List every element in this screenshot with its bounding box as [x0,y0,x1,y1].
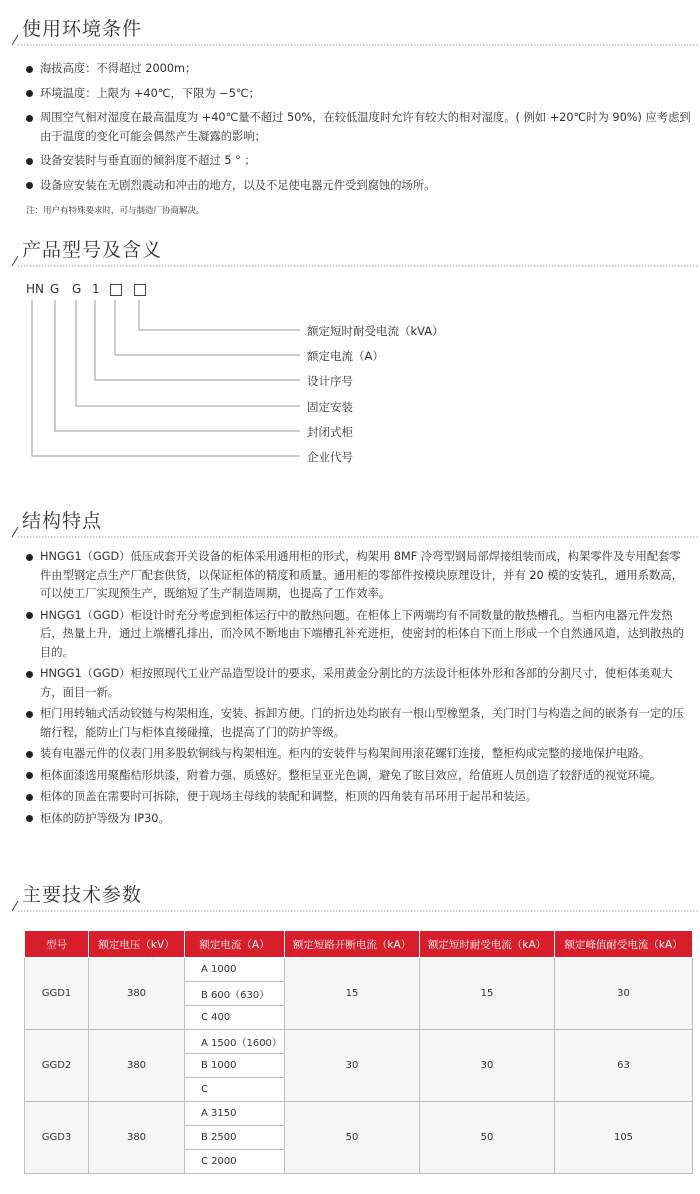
current-cell: A 1000 [185,958,285,982]
list-item: 设备应安装在无剧烈震动和冲击的地方，以及不足使电器元件受到腐蚀的场所。 [26,177,691,196]
section-header-params [0,882,700,916]
code-part: 1 [92,282,100,296]
table-header-row [25,931,693,958]
model-label: 设计序号 [307,374,353,388]
peak-cell: 30 [555,958,693,1030]
code-part: G [72,282,82,296]
list-item: 设备安装时与垂直面的倾斜度不超过 5 ° ； [26,152,691,171]
section-title: 结构特点 [22,510,103,532]
list-item: HNGG1（GGD）低压成套开关设备的柜体采用通用柜的形式，构架用 8MF 冷弯型钢局部焊接组装而成，构架零件及专用配套零件由型钢定点生产厂配套供货，以保证柜体的精度和质量。通用柜的零部件按模块原理设计，并有 20 模的安装孔，通用系数高，可以使工厂实现预生产，既缩短了生产制造周期，也提高了工作效率。 [26,548,691,604]
model-cell: GGD1 [25,958,89,1030]
bullet-icon [26,554,33,561]
peak-cell: 63 [555,1030,693,1102]
bullet-icon [26,115,33,122]
voltage-cell: 380 [89,1102,185,1174]
list-item: 柜体面漆选用聚酯桔形烘漆，附着力强、质感好。整柜呈亚光色调，避免了眩目效应，给值班人员创造了较舒适的视觉环境。 [26,767,691,786]
list-item: HNGG1（GGD）柜设计时充分考虑到柜体运行中的散热问题。在柜体上下两端均有不同数量的散热槽孔。当柜内电器元件发热后，热量上升，通过上端槽孔排出，而冷风不断地由下端槽孔补充进柜，使密封的柜体自下而上形成一个自然通风道，达到散热的目的。 [26,607,691,663]
header-cell: 额定短路开断电流（kA） [285,931,420,958]
usage-note: 注：用户有特殊要求时，可与制造厂协商解决。 [26,206,205,216]
breaking-cell: 15 [285,958,420,1030]
model-label: 企业代号 [307,450,353,464]
list-item: HNGG1（GGD）柜按照现代工业产品造型设计的要求，采用黄金分割比的方法设计柜体外形和各部的分割尺寸，使柜体美观大方，面目一新。 [26,665,691,702]
model-label: 封闭式柜 [307,425,353,439]
bullet-icon [26,772,33,779]
current-cell: C 2000 [185,1150,285,1174]
model-label: 固定安装 [307,400,353,414]
current-cell: C 400 [185,1006,285,1030]
header-cell: 额定短时耐受电流（kA） [420,931,555,958]
header-cell: 额定峰值耐受电流（kA） [555,931,693,958]
model-diagram-lines [0,296,320,466]
bullet-icon [26,66,33,73]
bullet-icon [26,751,33,758]
code-part: G [50,282,60,296]
peak-cell: 105 [555,1102,693,1174]
header-cell: 额定电流（A） [185,931,285,958]
current-cell: B 2500 [185,1126,285,1150]
bullet-icon [26,182,33,189]
bullet-icon [26,815,33,822]
bullet-icon [26,671,33,678]
bullet-icon [26,158,33,165]
section-header-model [0,237,700,271]
current-cell: C [185,1078,285,1102]
bullet-icon [26,612,33,619]
short-time-cell: 30 [420,1030,555,1102]
list-item: 海拔高度：不得超过 2000m； [26,60,691,79]
section-title: 主要技术参数 [22,884,143,906]
table-row [25,1102,693,1126]
table-row [25,958,693,982]
list-item: 周围空气相对湿度在最高温度为 +40℃量不超过 50%，在较低温度时允许有较大的相对湿度。( 例如 +20℃时为 90%) 应考虑到由于温度的变化可能会偶然产生凝露的影响； [26,109,691,146]
model-label: 额定短时耐受电流（kVA） [307,324,444,338]
breaking-cell: 30 [285,1030,420,1102]
bullet-icon [26,711,33,718]
list-item: 柜门用转轴式活动铰链与构架相连，安装、拆卸方便。门的折边处均嵌有一根山型橡塑条，关门时门与构造之间的嵌条有一定的压缩行程，能防止门与柜体直接碰撞，也提高了门的防护等级。 [26,705,691,742]
bullet-icon [26,794,33,801]
table-row [25,1030,693,1054]
params-table [24,930,693,1174]
current-cell: B 600（630） [185,982,285,1006]
header-cell: 额定电压（kV） [89,931,185,958]
list-item: 环境温度：上限为 +40℃，下限为 −5℃； [26,85,691,104]
short-time-cell: 15 [420,958,555,1030]
usage-list [26,60,691,195]
placeholder-box-icon [110,284,122,296]
model-cell: GGD3 [25,1102,89,1174]
section-header-decoration [0,508,700,542]
section-header-usage [0,16,700,50]
current-cell: B 1000 [185,1054,285,1078]
code-part: HN [26,282,44,296]
list-item: 装有电器元件的仪表门用多股软铜线与构架相连。柜内的安装件与构架间用滚花螺钉连接，整柜构成完整的接地保护电路。 [26,745,691,764]
section-header-structure [0,508,700,542]
model-cell: GGD2 [25,1030,89,1102]
current-cell: A 3150 [185,1102,285,1126]
model-label: 额定电流（A） [307,349,384,363]
list-item: 柜体的防护等级为 IP30。 [26,810,691,829]
breaking-cell: 50 [285,1102,420,1174]
list-item: 柜体的顶盖在需要时可拆除，便于现场主母线的装配和调整，柜顶的四角装有吊环用于起吊和装运。 [26,788,691,807]
section-title: 使用环境条件 [22,18,143,40]
header-cell: 型号 [25,931,89,958]
section-title: 产品型号及含义 [22,239,163,261]
bullet-icon [26,90,33,97]
voltage-cell: 380 [89,958,185,1030]
current-cell: A 1500（1600） [185,1030,285,1054]
structure-list [26,548,691,828]
placeholder-box-icon [134,284,146,296]
short-time-cell: 50 [420,1102,555,1174]
voltage-cell: 380 [89,1030,185,1102]
